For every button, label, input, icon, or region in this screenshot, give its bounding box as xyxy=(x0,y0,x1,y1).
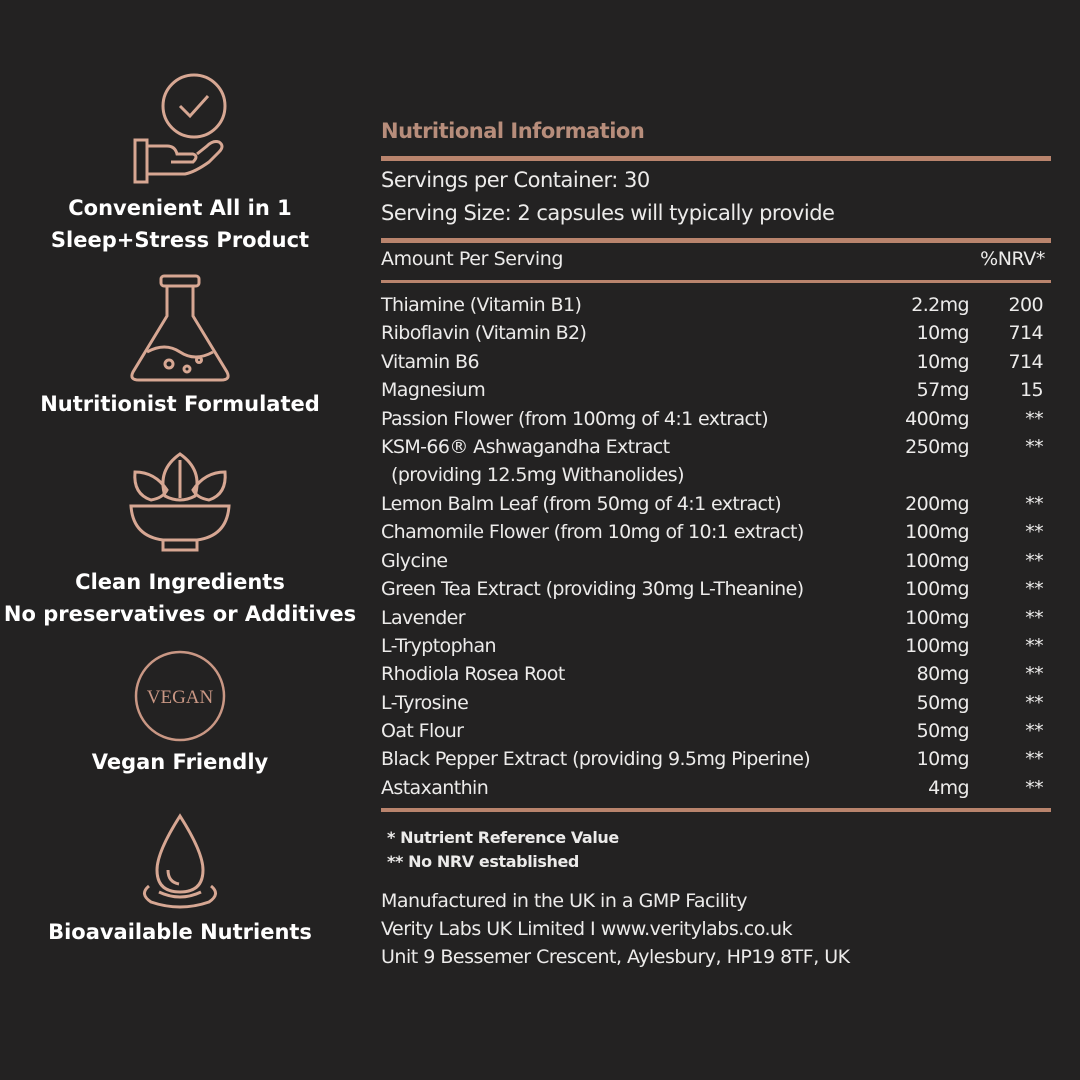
feature-label xyxy=(0,746,360,778)
nutrient-nrv: ** xyxy=(1025,578,1043,601)
feature-convenient xyxy=(0,68,360,256)
vegan-seal-icon xyxy=(132,648,228,744)
nutrient-amount: 100mg xyxy=(905,549,969,572)
table-row xyxy=(381,491,1051,519)
feature-label xyxy=(0,192,360,256)
serving-size: Serving Size: 2 capsules will typically provide xyxy=(381,201,835,225)
nutrient-nrv: ** xyxy=(1025,691,1043,714)
amount-header: Amount Per Serving xyxy=(381,248,564,270)
nutrient-nrv: ** xyxy=(1025,776,1043,799)
bowl-leaves-icon xyxy=(125,446,235,556)
nutrient-table xyxy=(381,292,1051,803)
table-row xyxy=(381,434,1051,491)
nutrient-nrv: 714 xyxy=(1008,350,1043,373)
feature-vegan xyxy=(0,648,360,778)
nutrient-amount: 100mg xyxy=(905,521,969,544)
nutrient-name: Passion Flower (from 100mg of 4:1 extract) xyxy=(381,407,769,430)
nrv-header: %NRV* xyxy=(980,248,1045,270)
nutrient-nrv: ** xyxy=(1025,606,1043,629)
nutrient-name: Thiamine (Vitamin B1) xyxy=(381,294,582,316)
nutrient-name: Vitamin B6 xyxy=(381,350,479,373)
nutrient-amount: 50mg xyxy=(916,720,969,743)
table-row xyxy=(381,633,1051,661)
nutrient-nrv: 15 xyxy=(1020,379,1043,402)
table-header xyxy=(381,248,1051,270)
nutrient-nrv: ** xyxy=(1025,492,1043,515)
table-row xyxy=(381,576,1051,604)
table-row xyxy=(381,661,1051,689)
table-row xyxy=(381,746,1051,774)
table-row xyxy=(381,690,1051,718)
nutrient-amount: 50mg xyxy=(916,691,969,714)
feature-bioavailable xyxy=(0,812,360,948)
nutrient-name: Green Tea Extract (providing 30mg L-Theanine) xyxy=(381,578,804,601)
divider xyxy=(381,808,1051,812)
table-row xyxy=(381,548,1051,576)
flask-icon xyxy=(125,272,235,384)
nutrient-name: Astaxanthin xyxy=(381,776,489,799)
nutrient-name: L-Tryptophan xyxy=(381,634,496,657)
nutrient-amount: 100mg xyxy=(905,578,969,601)
divider xyxy=(381,238,1051,243)
table-row xyxy=(381,775,1051,803)
nutrient-amount: 4mg xyxy=(928,776,969,799)
feature-nutritionist xyxy=(0,272,360,420)
manufacturer-line: Unit 9 Bessemer Crescent, Aylesbury, HP19 8TF, UK xyxy=(381,946,850,968)
nutrient-subtext: (providing 12.5mg Withanolides) xyxy=(391,463,684,486)
nutrient-amount: 100mg xyxy=(905,634,969,657)
feature-label-line: Bioavailable Nutrients xyxy=(48,920,312,944)
manufacturer-line: Manufactured in the UK in a GMP Facility xyxy=(381,890,748,912)
nutrient-amount: 100mg xyxy=(905,606,969,629)
nutrient-name: Chamomile Flower (from 10mg of 10:1 extract) xyxy=(381,521,804,544)
nutrient-amount: 2.2mg xyxy=(911,294,969,316)
nutrient-nrv: ** xyxy=(1025,663,1043,686)
footnote: * Nutrient Reference Value xyxy=(387,828,619,847)
vegan-seal-text: VEGAN xyxy=(146,687,214,708)
feature-label xyxy=(0,566,360,630)
table-row xyxy=(381,406,1051,434)
feature-label-line: Convenient All in 1 xyxy=(68,196,292,220)
table-row xyxy=(381,349,1051,377)
nutrient-nrv: ** xyxy=(1025,634,1043,657)
nutrient-amount: 250mg xyxy=(905,435,969,458)
nutrient-amount: 10mg xyxy=(916,350,969,373)
feature-label xyxy=(0,916,360,948)
servings-per-container: Servings per Container: 30 xyxy=(381,168,650,192)
table-row xyxy=(381,605,1051,633)
table-row xyxy=(381,320,1051,348)
table-row xyxy=(381,718,1051,746)
nutrient-nrv: ** xyxy=(1025,521,1043,544)
nutrient-amount: 10mg xyxy=(916,748,969,771)
panel-title: Nutritional Information xyxy=(381,119,645,143)
divider xyxy=(381,156,1051,161)
water-drop-icon xyxy=(135,812,225,912)
nutrient-name: Riboflavin (Vitamin B2) xyxy=(381,322,587,345)
divider xyxy=(381,280,1051,283)
nutrient-nrv: 714 xyxy=(1008,322,1043,345)
nutrient-name: KSM-66® Ashwagandha Extract xyxy=(381,435,670,458)
nutrient-amount: 80mg xyxy=(916,663,969,686)
footnote: ** No NRV established xyxy=(387,852,579,871)
nutrient-amount: 200mg xyxy=(905,492,969,515)
nutrient-name: Rhodiola Rosea Root xyxy=(381,663,565,686)
nutrient-name: Oat Flour xyxy=(381,720,464,743)
nutrient-amount: 10mg xyxy=(916,322,969,345)
nutrient-amount: 57mg xyxy=(916,379,969,402)
nutrient-name: Glycine xyxy=(381,549,448,572)
feature-label-line: Nutritionist Formulated xyxy=(40,392,320,416)
nutrient-name: L-Tyrosine xyxy=(381,691,469,714)
manufacturer-line: Verity Labs UK Limited I www.veritylabs.co.uk xyxy=(381,918,793,940)
feature-label-line: Sleep+Stress Product xyxy=(50,228,310,252)
nutrient-nrv: ** xyxy=(1025,549,1043,572)
nutrient-name: Magnesium xyxy=(381,379,486,402)
feature-label xyxy=(0,388,360,420)
nutrient-nrv: ** xyxy=(1025,748,1043,771)
feature-label-line: Clean Ingredients xyxy=(75,570,285,594)
nutrient-nrv: ** xyxy=(1025,435,1043,458)
table-row xyxy=(381,377,1051,405)
feature-label-line: Vegan Friendly xyxy=(91,750,269,774)
nutrient-amount: 400mg xyxy=(905,407,969,430)
table-row xyxy=(381,519,1051,547)
table-row xyxy=(381,292,1051,320)
nutrient-name: Lemon Balm Leaf (from 50mg of 4:1 extract) xyxy=(381,492,782,515)
nutrient-nrv: 200 xyxy=(1008,294,1043,316)
feature-clean-ingredients xyxy=(0,446,360,630)
nutrient-nrv: ** xyxy=(1025,720,1043,743)
hand-check-icon xyxy=(115,68,245,188)
nutrient-name: Black Pepper Extract (providing 9.5mg Piperine) xyxy=(381,748,811,771)
feature-label-line: No preservatives or Additives xyxy=(3,602,357,626)
nutrient-name: Lavender xyxy=(381,606,465,629)
nutrient-nrv: ** xyxy=(1025,407,1043,430)
